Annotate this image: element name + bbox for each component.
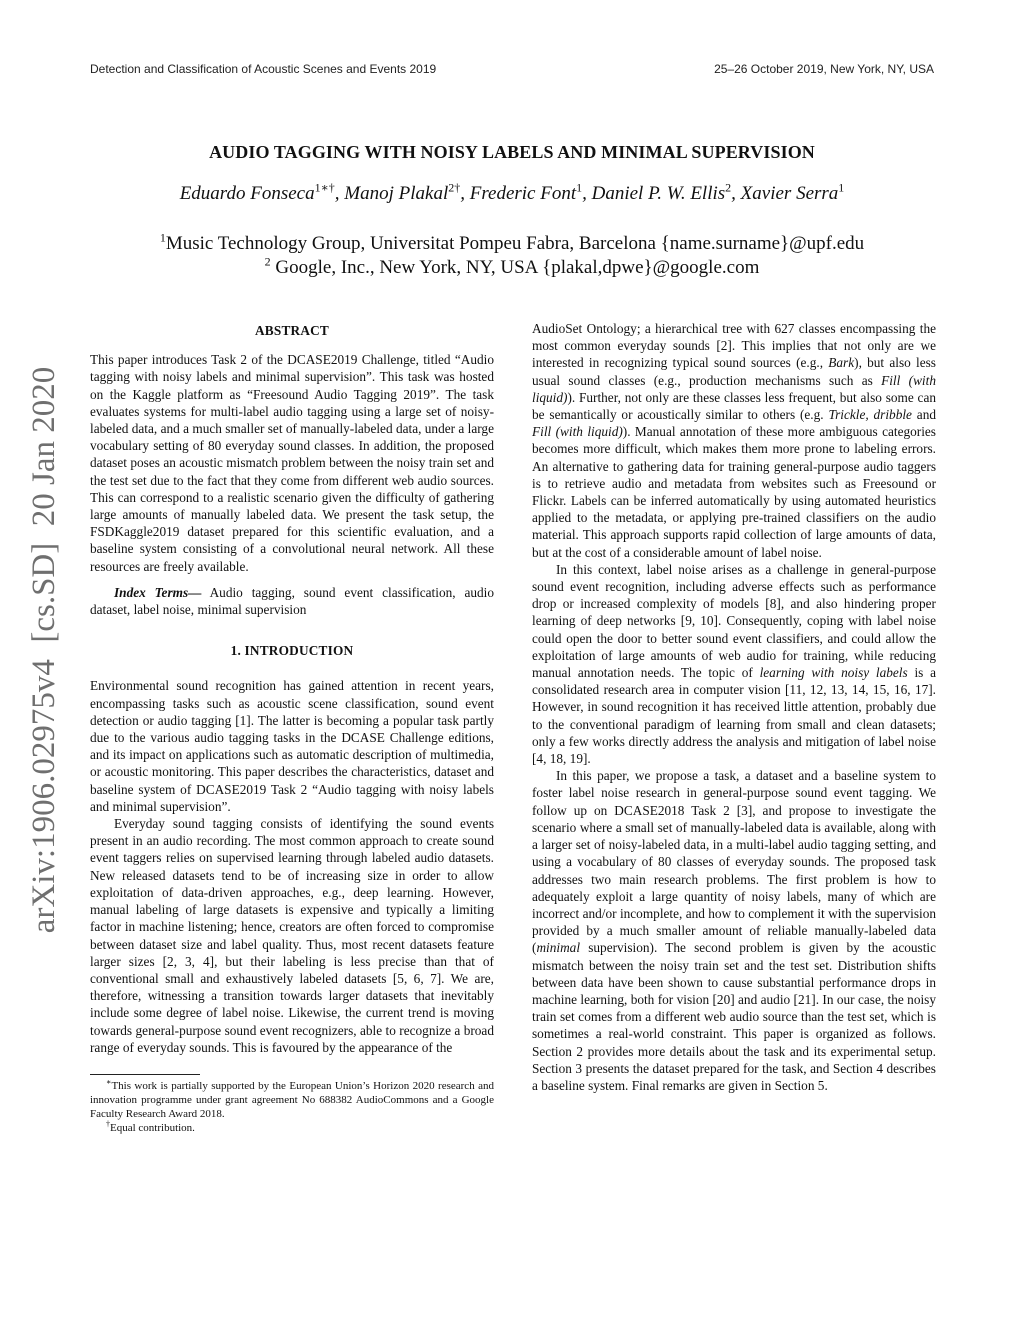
text-run: is a consolidated research area in computer vision [11, 12, 13, 14, 15, 16, 17]. However, in sound recognition it has received little attention, probably due to the conventional paradigm of learning from small and clean datasets; only a few works directly address the analysis and mitigation of label noise [4, 18, 19].	[532, 665, 936, 767]
running-header	[90, 62, 934, 76]
text-run: ), but also less usual sound classes (e.g., production mechanisms such as	[532, 355, 936, 388]
arxiv-stamp-text: arXiv:1906.02975v4 [cs.SD] 20 Jan 2020	[26, 366, 62, 934]
author-affiliation-mark: 1	[576, 180, 583, 195]
affiliation-mark: 2	[264, 254, 271, 269]
author-affiliation-mark: 1∗†	[314, 180, 335, 195]
paper-title: AUDIO TAGGING WITH NOISY LABELS AND MINIMAL SUPERVISION	[209, 142, 815, 162]
text-run: In this paper, we propose a task, a dataset and a baseline system to foster label noise research in general-purpose sound event tagging. We follow up on DCASE2018 Task 2 [3], and propose to investigate the scenario where a small set of manually-labeled data is available, along with a larger set of noisy-labeled data, in a multi-label audio tagging setting, and using a vocabulary of 80 classes of everyday sounds. The proposed task addresses two main research problems. The first problem is how to adequately exploit a large quantity of noisy labels, many of which are incorrect and/or incomplete, and how to complement it with the supervision provided by a much smaller amount of reliable manually-labeled data (	[532, 768, 936, 956]
text-run: AudioSet Ontology; a hierarchical tree with 627 classes encompassing the most common everyday sounds [2]. This implies that not only are we interested in recognizing typical sound sources (e.g.,	[532, 321, 936, 371]
text-run: ). Further, not only are these classes less frequent, but also some can be semantically or acoustically similar to others (e.g.	[532, 389, 936, 423]
footnote-funding	[90, 1079, 494, 1121]
index-terms-text: Audio tagging, sound event classification, audio dataset, label noise, minimal supervision	[90, 584, 494, 618]
intro-paragraph-4	[532, 561, 936, 767]
class-name: Fill (with liquid)	[532, 424, 623, 440]
introduction-heading: 1. INTRODUCTION	[230, 643, 354, 659]
class-name: Trickle, dribble	[828, 407, 912, 423]
text-run: In this context, label noise arises as a challenge in general-purpose sound event recognition, including adverse effects such as performance drop or increased complexity of models [8], and also hindering proper learning of deep networks [9, 10]. Consequently, coping with label noise could open the door to better sound event classifiers, and could allow the exploitation of large amounts of web audio for training, while reducing manual annotation needs. The topic of	[532, 561, 936, 681]
intro-paragraph-3	[532, 320, 936, 561]
footnote-rule	[90, 1074, 200, 1075]
class-name: Bark	[828, 355, 855, 371]
author-name: Frederic Font	[469, 183, 577, 204]
author-name: Eduardo Fonseca	[179, 183, 315, 204]
author-name: Daniel P. W. Ellis	[591, 183, 726, 204]
abstract-heading: ABSTRACT	[254, 323, 329, 338]
abstract-text: This paper introduces Task 2 of the DCASE2019 Challenge, titled “Audio tagging with noisy labels and minimal supervision”. This task was hosted on the Kaggle platform as “Freesound Audio Tagging 2019”. The task evaluates systems for multi-label audio tagging using a large set of noisy-labeled data, and a much smaller set of manually-labeled data, under a large vocabulary setting of 80 everyday sound classes. In addition, the proposed dataset poses an acoustic mismatch problem between the noisy train set and the test set due to the fact that they come from different web audio sources. This can correspond to a realistic scenario given the difficulty of gathering large amounts of manually labeled data. We present the task setup, the FSDKaggle2019 dataset prepared for this scientific evaluation, and a baseline system consisting of a convolutional neural network. All these resources are freely available.	[90, 352, 494, 574]
affiliation-2	[60, 254, 964, 279]
emphasis: learning with noisy labels	[759, 665, 908, 681]
right-column	[532, 320, 936, 1094]
affiliation-1	[60, 230, 964, 255]
footnote-mark: ∗	[106, 1077, 112, 1087]
footnote-mark: †	[106, 1119, 110, 1129]
footnote-equal-contribution	[90, 1121, 494, 1135]
text-run: and	[911, 407, 936, 423]
index-terms-label: Index Terms—	[114, 584, 202, 600]
text-run: supervision). The second problem is given by the acoustic mismatch between the noisy train set and the test set. Distribution shifts between data have been shown to cause substantial performance drops in machine learning, both for vision [20] and audio [21]. In our case, the noisy train set comes from a different web audio source than the test set, which is sometimes a real-world constraint. This paper is organized as follows. Section 2 provides more details about the task and its experimental setup. Section 3 presents the dataset prepared for the task, and Section 4 describes a baseline system. Final remarks are given in Section 5.	[532, 940, 936, 1093]
index-terms	[90, 584, 494, 618]
author-affiliation-mark: 2	[725, 180, 732, 195]
author-name: Manoj Plakal	[344, 183, 449, 204]
text-run: ). Manual annotation of these more ambiguous categories becomes more difficult, which makes them more prone to labeling errors. An alternative to gathering data for training general-purpose audio taggers is to retrieve audio and metadata from websites such as Freesound or Flickr. Labels can be inferred automatically by using automated heuristics applied to the metadata, or applying pre-trained classifiers on the audio material. This approach supports rapid collection of large amounts of data, but at the cost of a considerable amount of label noise.	[532, 424, 936, 560]
author-affiliation-mark: 2†	[448, 180, 461, 195]
intro-paragraph-1: Environmental sound recognition has gained attention in recent years, encompassing tasks such as acoustic scene classification, sound event detection or audio tagging [1]. The latter is becoming a popular task partly due to the various audio tagging tasks in the DCASE Challenge editions, and its impact on applications such as automatic description of multimedia, or acoustic monitoring. This paper describes the characteristics, dataset and baseline system of DCASE2019 Task 2 “Audio tagging with noisy labels and minimal supervision”.	[90, 678, 494, 814]
header-conference: Detection and Classification of Acoustic Scenes and Events 2019	[90, 62, 437, 76]
footnote-text: This work is partially supported by the European Union’s Horizon 2020 research and innovation programme under grant agreement No 688382 AudioCommons and a Google Faculty Research Award 2018.	[90, 1079, 494, 1120]
footnote-text: Equal contribution.	[110, 1121, 195, 1134]
author-name: Xavier Serra	[740, 183, 839, 204]
affiliation-text: Google, Inc., New York, NY, USA {plakal,dpwe}@google.com	[270, 257, 760, 278]
header-date-location: 25–26 October 2019, New York, NY, USA	[714, 62, 934, 76]
author-affiliation-mark: 1	[838, 180, 845, 195]
intro-paragraph-5	[532, 767, 936, 1094]
affiliation-text: Music Technology Group, Universitat Pompeu Fabra, Barcelona {name.surname}@upf.edu	[165, 233, 865, 254]
intro-paragraph-2: Everyday sound tagging consists of identifying the sound events present in an audio recording. The most common approach to create sound event taggers relies on supervised learning through labeled audio datasets. New released datasets tend to be of increasing size in order to allow exploitation of data-driven approaches, e.g., deep learning. However, manual labeling of large datasets is expensive and typically a limiting factor in machine listening; hence, creators are often forced to compromise between dataset size and label quality. Thus, most recent datasets feature larger sizes [2, 3, 4], but their labeling is less precise than that of conventional small and exhaustively labeled datasets [5, 6, 7]. We are, therefore, witnessing a transition towards larger datasets that inevitably include some degree of label noise. Likewise, the current trend is moving towards general-purpose sound event recognizers, able to recognize a broad range of everyday sounds. This is favoured by the appearance of the	[90, 816, 494, 1055]
emphasis: minimal	[536, 940, 581, 956]
affiliation-mark: 1	[159, 230, 166, 245]
author-list: Eduardo Fonseca$^{1∗\dagger}$, Manoj Plakal$^{2\dagger}$, Frederic Font$^1$, Daniel P. W. Ellis$^2$, Xavier Serra$^1$	[179, 180, 845, 204]
left-column	[90, 320, 494, 1135]
class-name: Fill (with liquid)	[532, 372, 936, 405]
